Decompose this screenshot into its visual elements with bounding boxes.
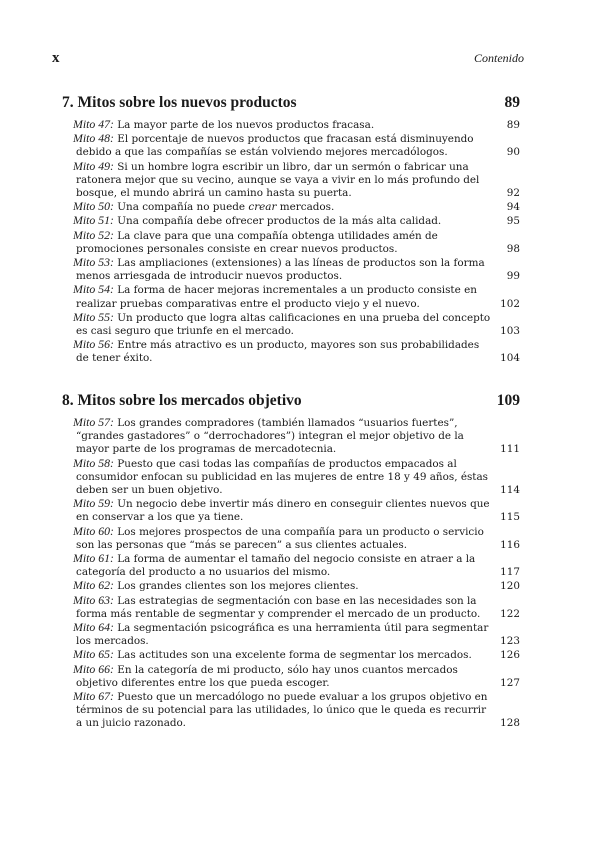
toc-entry (62, 283, 520, 310)
toc-entry (62, 132, 520, 159)
entry-page: 122 (500, 607, 520, 620)
entry-page: 90 (506, 146, 520, 159)
entry-text: Los mejores prospectos de una compañía para un producto o servicio son las personas que “más se parecen” a sus clientes actuales. (76, 525, 484, 551)
myth-label: Mito 50: (73, 199, 114, 214)
toc-entry (62, 663, 520, 690)
entry-page: 117 (500, 566, 520, 579)
toc-entry (62, 621, 520, 648)
entry-page: 126 (500, 649, 520, 662)
myth-label: Mito 65: (73, 647, 114, 662)
myth-label: Mito 49: (73, 158, 114, 173)
myth-label: Mito 63: (73, 592, 114, 607)
myth-label: Mito 61: (73, 551, 114, 566)
toc-entry (62, 338, 520, 365)
chapter-page: 109 (496, 392, 520, 409)
entry-text: Los grandes compradores (también llamados “usuarios fuertes”, “grandes gastadores” o “derrochadores”) integran el mejor objetivo de la mayor parte de los programas de mercadotecnia. (76, 417, 464, 456)
toc-entry (62, 200, 520, 214)
entry-page: 104 (500, 352, 520, 365)
page-header (52, 50, 524, 67)
myth-label: Mito 58: (73, 455, 114, 470)
chapter-title (62, 94, 520, 112)
myth-label: Mito 55: (73, 309, 114, 324)
entry-text: La forma de aumentar el tamaño del negocio consiste en atraer a la categoría del producto a no usuarios del mismo. (76, 553, 476, 579)
myth-label: Mito 66: (73, 661, 114, 676)
myth-label: Mito 48: (73, 131, 114, 146)
entry-page: 123 (500, 635, 520, 648)
myth-label: Mito 57: (73, 415, 114, 429)
entry-page: 120 (500, 580, 520, 593)
entry-page: 111 (500, 443, 520, 456)
entry-text: En la categoría de mi producto, sólo hay unos cuantos mercados objetivo diferentes entre los que pueda escoger. (76, 663, 458, 689)
chapter-title-text: 7. Mitos sobre los nuevos productos (62, 94, 297, 111)
myth-label: Mito 67: (73, 689, 114, 704)
myth-label: Mito 60: (73, 523, 114, 538)
entry-page: 127 (500, 676, 520, 689)
entry-text: Entre más atractivo es un producto, mayores son sus probabilidades de tener éxito. (76, 339, 480, 365)
toc-entry (62, 648, 520, 662)
entry-text: Las ampliaciones (extensiones) a las líneas de productos son la forma menos arriesgada de introducir nuevos productos. (76, 257, 485, 283)
entry-text: Puesto que casi todas las compañías de productos empacados al consumidor enfocan su publicidad en las mujeres de entre 18 y 49 años, éstas deben ser un buen objetivo. (76, 457, 488, 497)
toc-entry (62, 497, 520, 524)
toc-entry (62, 160, 520, 201)
myth-label: Mito 62: (73, 578, 114, 593)
entry-text: Las estrategias de segmentación con base en las necesidades son la forma más rentable de segmentar y comprender el mercado de un producto. (76, 594, 481, 620)
toc-entry (62, 256, 520, 283)
myth-label: Mito 59: (73, 496, 114, 511)
entry-text: La forma de hacer mejoras incrementales a un producto consiste en realizar pruebas comparativas entre el producto viejo y el nuevo. (76, 284, 477, 310)
toc-entry (62, 579, 520, 593)
chapter-7-section (62, 94, 520, 366)
toc-entry (62, 311, 520, 338)
myth-label: Mito 52: (73, 227, 114, 242)
toc-entry (62, 552, 520, 579)
entry-text: La clave para que una compañía obtenga utilidades amén de promociones personales consiste en crear nuevos productos. (76, 229, 438, 255)
toc-entry (62, 525, 520, 552)
myth-label: Mito 53: (73, 255, 114, 270)
entry-text: Las actitudes son una excelente forma de segmentar los mercados. (117, 649, 472, 662)
page-number: x (52, 50, 60, 66)
entry-page: 94 (506, 201, 520, 214)
running-head: Contenido (474, 51, 524, 65)
entry-page: 128 (500, 717, 520, 730)
entry-text: La mayor parte de los nuevos productos fracasa. (117, 119, 375, 131)
entry-text-before: Una compañía no puede (117, 201, 249, 214)
toc-entry (62, 229, 520, 256)
entry-text: Un producto que logra altas calificaciones en una prueba del concepto es casi seguro que triunfe en el mercado. (76, 311, 491, 338)
myth-label: Mito 47: (73, 117, 114, 131)
toc-entry (62, 214, 520, 228)
entry-page: 98 (506, 242, 520, 255)
entry-text: La segmentación psicográfica es una herramienta útil para segmentar los mercados. (76, 622, 489, 648)
entry-page: 92 (506, 187, 520, 200)
entry-page: 114 (500, 484, 520, 497)
entry-page: 95 (506, 215, 520, 228)
entry-text: Puesto que un mercadólogo no puede evaluar a los grupos objetivo en términos de su potencial para las utilidades, lo único que le queda es recurrir a un juicio razonado. (76, 691, 488, 730)
entry-page: 116 (500, 538, 520, 551)
entry-page: 99 (506, 270, 520, 283)
chapter-title-text: 8. Mitos sobre los mercados objetivo (62, 392, 302, 409)
toc-entry (62, 690, 520, 731)
entry-page: 103 (500, 325, 520, 338)
toc-entry (62, 594, 520, 621)
entry-text: Si un hombre logra escribir un libro, dar un sermón o fabricar una ratonera mejor que su vecino, aunque se vaya a vivir en lo más profundo del bosque, el mundo abrirá un camino hasta su puerta. (76, 160, 480, 200)
entry-text-italic: crear (248, 201, 277, 214)
entry-text: Los grandes clientes son los mejores clientes. (117, 580, 359, 593)
chapter-8-section (62, 392, 520, 731)
toc-entry (62, 118, 520, 132)
entry-page: 102 (500, 297, 520, 310)
entry-text: Un negocio debe invertir más dinero en conseguir clientes nuevos que en conservar a los que ya tiene. (76, 498, 490, 524)
entry-text: El porcentaje de nuevos productos que fracasan está disminuyendo debido a que las compañías se están volviendo mejores mercadólogos. (76, 133, 474, 159)
chapter-page: 89 (504, 94, 520, 111)
entry-page: 115 (500, 511, 520, 524)
myth-label: Mito 56: (73, 337, 114, 352)
chapter-title (62, 392, 520, 410)
toc-entry (62, 416, 520, 457)
myth-label: Mito 64: (73, 620, 114, 635)
toc-entry (62, 457, 520, 498)
entry-page: 89 (506, 119, 520, 131)
myth-label: Mito 51: (73, 213, 114, 228)
entry-text: Una compañía debe ofrecer productos de la más alta calidad. (117, 215, 442, 228)
myth-label: Mito 54: (73, 282, 114, 297)
entry-text-after: mercados. (276, 201, 335, 214)
